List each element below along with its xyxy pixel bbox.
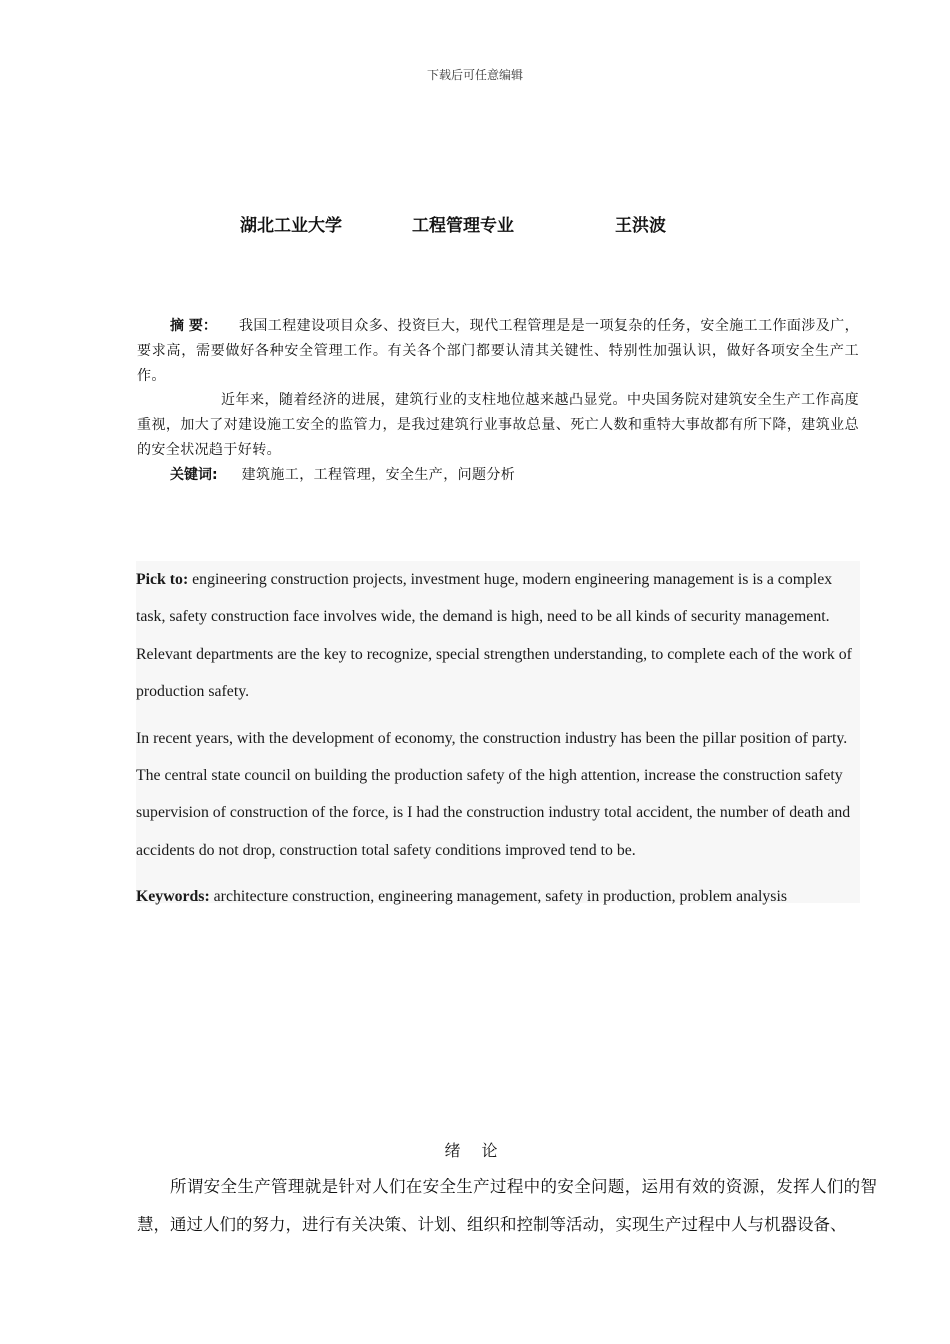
keywords-en-label: Keywords: [136, 888, 210, 906]
author-line [0, 211, 950, 237]
major-name: 工程管理专业 [412, 216, 514, 236]
abstract-cn-label: 摘 要： [170, 318, 217, 334]
abstract-en-text-1: engineering construction projects, investment huge, modern engineering management is is a complex task, safety construction face involves wide, the demand is high, need to be all kinds of security management. Relevant departments are the key to recognize, special strengthen understanding, to complete each of the work of production safety. [136, 571, 852, 701]
english-abstract [136, 561, 860, 906]
chinese-abstract [137, 314, 859, 488]
introduction-body [137, 1168, 877, 1243]
keywords-cn-text: 建筑施工，工程管理，安全生产，问题分析 [241, 466, 516, 483]
abstract-en-paragraph-2: In recent years, with the development of economy, the construction industry has been the pillar position of party. The central state council on building the production safety of the high attention, increase the construction safety supervision of construction of the force, is I had the construction industry total accident, the number of death and accidents do not drop, construction total safety conditions improved tend to be. [136, 729, 851, 859]
keywords-en [136, 878, 860, 915]
section-title: 绪 论 [444, 1141, 506, 1160]
abstract-en-label: Pick to: [136, 571, 189, 588]
header-note: 下载后可任意编辑 [426, 68, 523, 82]
abstract-cn-paragraph-1 [137, 314, 859, 388]
keywords-cn-label: 关键词: [170, 466, 218, 483]
author-name: 王洪波 [615, 216, 666, 236]
keywords-cn [137, 463, 859, 488]
introduction-paragraph-1: 所谓安全生产管理就是针对人们在安全生产过程中的安全问题，运用有效的资源，发挥人们的智慧，通过人们的努力，进行有关决策、计划、组织和控制等活动，实现生产过程中人与机器设备、 [137, 1177, 877, 1234]
abstract-cn-text-1: 我国工程建设项目众多、投资巨大，现代工程管理是是一项复杂的任务，安全施工工作面涉及广，要求高，需要做好各种安全管理工作。有关各个部门都要认清其关键性、特别性加强认识，做好各项安全生产工作。 [137, 318, 859, 384]
abstract-en-paragraph-1 [136, 561, 860, 711]
university-name: 湖北工业大学 [240, 216, 342, 236]
keywords-en-text: architecture construction, engineering management, safety in production, problem analysis [209, 888, 787, 906]
abstract-cn-paragraph-2: 近年来，随着经济的进展，建筑行业的支柱地位越来越凸显党。中央国务院对建筑安全生产工作高度重视，加大了对建设施工安全的监管力，是我过建筑行业事故总量、死亡人数和重特大事故都有所下降，建筑业总的安全状况趋于好转。 [137, 392, 859, 458]
